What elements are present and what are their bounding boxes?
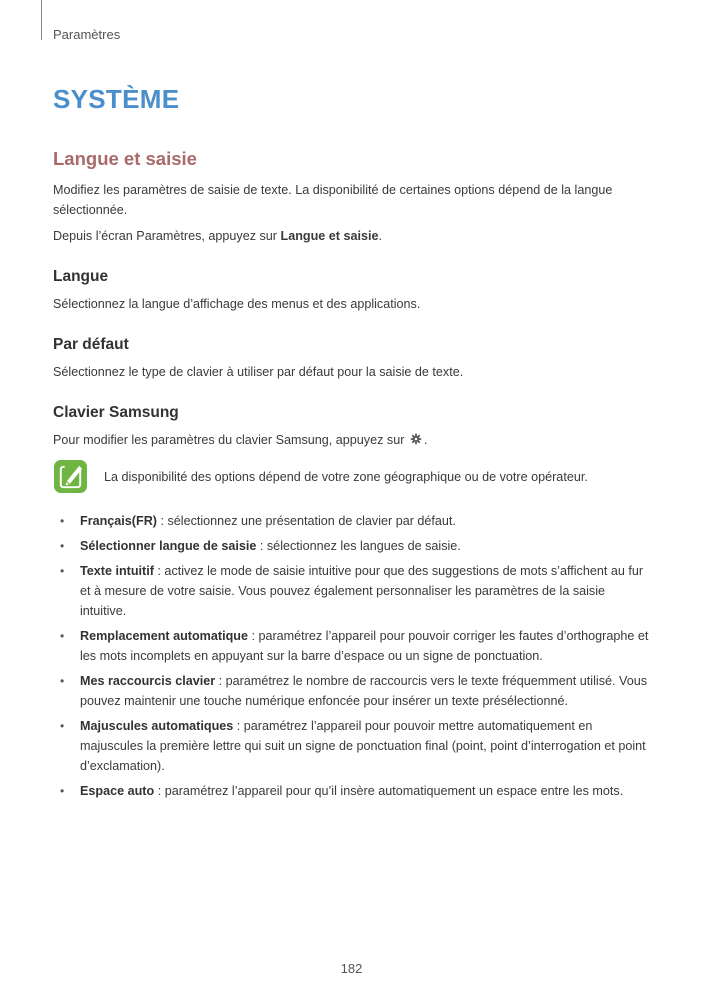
feature-description: : sélectionnez une présentation de clavier par défaut. — [156, 514, 456, 528]
note-pencil-icon — [54, 460, 87, 493]
feature-name: Espace auto — [80, 784, 155, 798]
feature-description: : sélectionnez les langues de saisie. — [256, 539, 461, 553]
subsection-title-par-defaut: Par défaut — [53, 336, 129, 353]
feature-list-item — [53, 781, 653, 801]
feature-list-item — [53, 511, 653, 531]
feature-name: Sélectionner langue de saisie — [80, 539, 257, 553]
feature-description: : paramétrez l’appareil pour pouvoir corriger les fautes d’orthographe et les mots incomplets en appuyant sur la barre d’espace ou un signe de ponctuation. — [80, 629, 649, 663]
feature-name: Français(FR) — [80, 514, 157, 528]
bullet-icon: • — [60, 539, 65, 553]
bullet-icon: • — [60, 784, 65, 798]
intro-instruction-suffix: . — [378, 229, 382, 243]
feature-name: Remplacement automatique — [80, 629, 248, 643]
intro-instruction-menu: Langue et saisie — [280, 229, 379, 243]
subsection-title-langue: Langue — [53, 268, 109, 285]
note-text: La disponibilité des options dépend de votre zone géographique ou de votre opérateur. — [104, 469, 588, 484]
feature-list-item — [53, 561, 653, 621]
bullet-icon: • — [60, 719, 65, 733]
page-number: 182 — [340, 961, 363, 976]
bullet-icon: • — [60, 564, 65, 578]
feature-name: Mes raccourcis clavier — [80, 674, 216, 688]
feature-description: : paramétrez le nombre de raccourcis vers le texte fréquemment utilisé. Vous pouvez maintenir une touche numérique enfoncée pour insérer un texte présélectionné. — [80, 674, 648, 708]
feature-list-item — [53, 671, 653, 711]
intro-paragraph: Modifiez les paramètres de saisie de texte. La disponibilité de certaines options dépend de la langue sélectionnée. — [53, 183, 613, 217]
feature-name: Texte intuitif — [80, 564, 154, 578]
feature-list-item — [53, 536, 653, 556]
subsection-text-clavier — [53, 430, 653, 450]
corner-rule — [41, 0, 42, 40]
feature-description: : paramétrez l’appareil pour qu’il insère automatiquement un espace entre les mots. — [154, 784, 624, 798]
note-box — [53, 460, 653, 493]
feature-list — [53, 511, 653, 801]
feature-name: Majuscules automatiques — [80, 719, 234, 733]
page-content — [53, 148, 653, 806]
breadcrumb: Paramètres — [53, 27, 121, 42]
page-title: Langue et saisie — [53, 148, 197, 169]
subsection-text-par-defaut: Sélectionnez le type de clavier à utiliser par défaut pour la saisie de texte. — [53, 365, 464, 379]
bullet-icon: • — [60, 514, 65, 528]
intro-instruction-prefix: Depuis l’écran Paramètres, appuyez sur — [53, 229, 281, 243]
feature-list-item — [53, 626, 653, 666]
feature-description: : paramétrez l’appareil pour pouvoir mettre automatiquement en majuscules la première lettre qui suit un signe de ponctuation final (point, point d’interrogation et point d’exclamation). — [80, 719, 646, 773]
intro-instruction — [53, 226, 653, 246]
gear-icon — [410, 433, 422, 445]
clavier-text-prefix: Pour modifier les paramètres du clavier Samsung, appuyez sur — [53, 433, 408, 447]
bullet-icon: • — [60, 674, 65, 688]
section-title: SYSTÈME — [53, 84, 180, 114]
subsection-text-langue: Sélectionnez la langue d’affichage des menus et des applications. — [53, 297, 421, 311]
bullet-icon: • — [60, 629, 65, 643]
clavier-text-suffix: . — [423, 433, 428, 447]
feature-description: : activez le mode de saisie intuitive pour que des suggestions de mots s’affichent au fur et à mesure de votre saisie. Vous pouvez également personnaliser les paramètres de la saisie intuitive. — [80, 564, 644, 618]
feature-list-item — [53, 716, 653, 776]
subsection-title-clavier: Clavier Samsung — [53, 404, 179, 421]
